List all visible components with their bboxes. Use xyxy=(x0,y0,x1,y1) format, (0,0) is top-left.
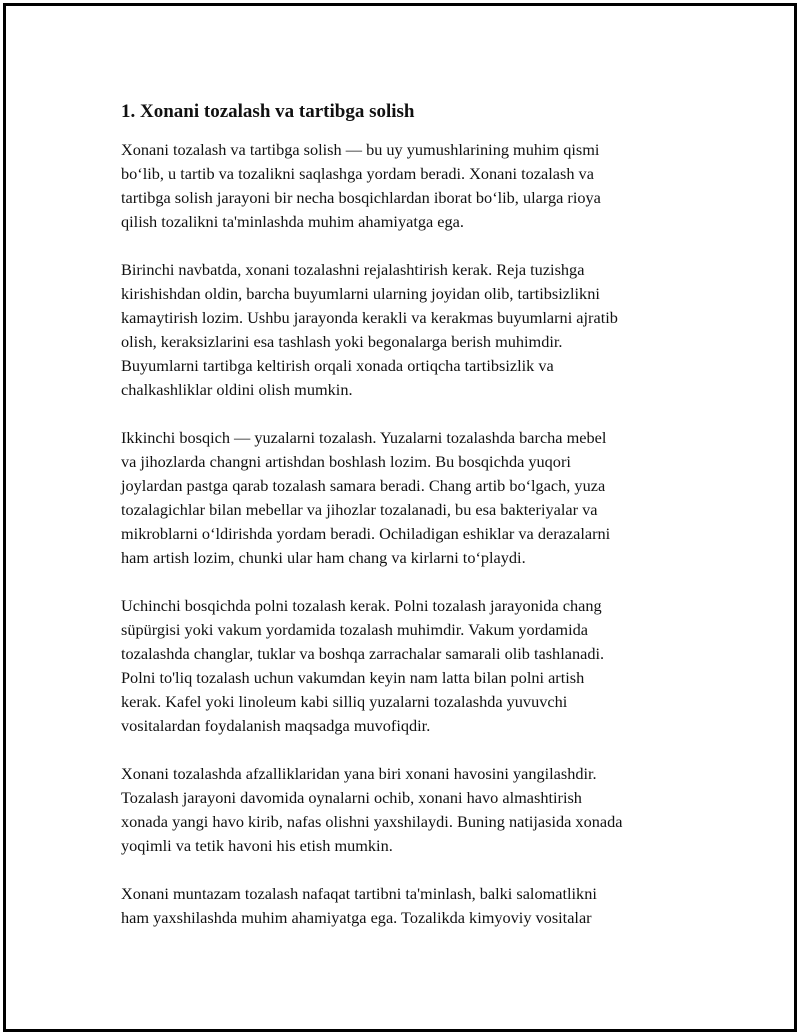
text-line: Polni to'liq tozalash uchun vakumdan keyin nam latta bilan polni artish xyxy=(121,668,585,687)
paragraph-4 xyxy=(121,594,701,738)
text-line: xonada yangi havo kirib, nafas olishni yaxshilaydi. Buning natijasida xonada xyxy=(121,812,623,831)
text-line: Uchinchi bosqichda polni tozalash kerak. Polni tozalash jarayonida chang xyxy=(121,596,602,615)
paragraph-2 xyxy=(121,258,701,402)
document-body xyxy=(121,100,701,954)
text-line: kamaytirish lozim. Ushbu jarayonda kerakli va kerakmas buyumlarni ajratib xyxy=(121,308,618,327)
page-frame xyxy=(3,3,797,1032)
text-line: kerak. Kafel yoki linoleum kabi silliq yuzalarni tozalashda yuvuvchi xyxy=(121,692,568,711)
text-line: mikroblarni o‘ldirishda yordam beradi. Ochiladigan eshiklar va derazalarni xyxy=(121,524,611,543)
text-line: kirishishdan oldin, barcha buyumlarni ularning joyidan olib, tartibsizlikni xyxy=(121,284,600,303)
paragraph-5 xyxy=(121,762,701,858)
text-line: süpürgisi yoki vakum yordamida tozalash muhimdir. Vakum yordamida xyxy=(121,620,588,639)
text-line: va jihozlarda changni artishdan boshlash lozim. Bu bosqichda yuqori xyxy=(121,452,571,471)
text-line: bo‘lib, u tartib va tozalikni saqlashga yordam beradi. Xonani tozalash va xyxy=(121,164,594,183)
text-line: ham yaxshilashda muhim ahamiyatga ega. Tozalikda kimyoviy vositalar xyxy=(121,908,592,927)
text-line: Buyumlarni tartibga keltirish orqali xonada ortiqcha tartibsizlik va xyxy=(121,356,554,375)
text-line: tozalashda changlar, tuklar va boshqa zarrachalar samarali olib tashlanadi. xyxy=(121,644,605,663)
text-line: yoqimli va tetik havoni his etish mumkin. xyxy=(121,836,393,855)
text-line: olish, keraksizlarini esa tashlash yoki begonalarga berish muhimdir. xyxy=(121,332,563,351)
text-line: Ikkinchi bosqich — yuzalarni tozalash. Yuzalarni tozalashda barcha mebel xyxy=(121,428,607,447)
text-line: qilish tozalikni ta'minlashda muhim ahamiyatga ega. xyxy=(121,212,464,231)
paragraphs-container xyxy=(121,138,701,930)
text-line: Xonani tozalashda afzalliklaridan yana biri xonani havosini yangilashdir. xyxy=(121,764,597,783)
text-line: Xonani muntazam tozalash nafaqat tartibni ta'minlash, balki salomatlikni xyxy=(121,884,597,903)
paragraph-6 xyxy=(121,882,701,930)
text-line: Tozalash jarayoni davomida oynalarni ochib, xonani havo almashtirish xyxy=(121,788,582,807)
text-line: chalkashliklar oldini olish mumkin. xyxy=(121,380,353,399)
text-line: vositalardan foydalanish maqsadga muvofiqdir. xyxy=(121,716,431,735)
text-line: Xonani tozalash va tartibga solish — bu uy yumushlarining muhim qismi xyxy=(121,140,600,159)
text-line: tartibga solish jarayoni bir necha bosqichlardan iborat bo‘lib, ularga rioya xyxy=(121,188,601,207)
paragraph-1 xyxy=(121,138,701,234)
text-line: Birinchi navbatda, xonani tozalashni rejalashtirish kerak. Reja tuzishga xyxy=(121,260,585,279)
section-heading: 1. Xonani tozalash va tartibga solish xyxy=(121,101,415,122)
text-line: ham artish lozim, chunki ular ham chang va kirlarni to‘playdi. xyxy=(121,548,526,567)
text-line: tozalagichlar bilan mebellar va jihozlar tozalanadi, bu esa bakteriyalar va xyxy=(121,500,598,519)
text-line: joylardan pastga qarab tozalash samara beradi. Chang artib bo‘lgach, yuza xyxy=(121,476,606,495)
paragraph-3 xyxy=(121,426,701,570)
